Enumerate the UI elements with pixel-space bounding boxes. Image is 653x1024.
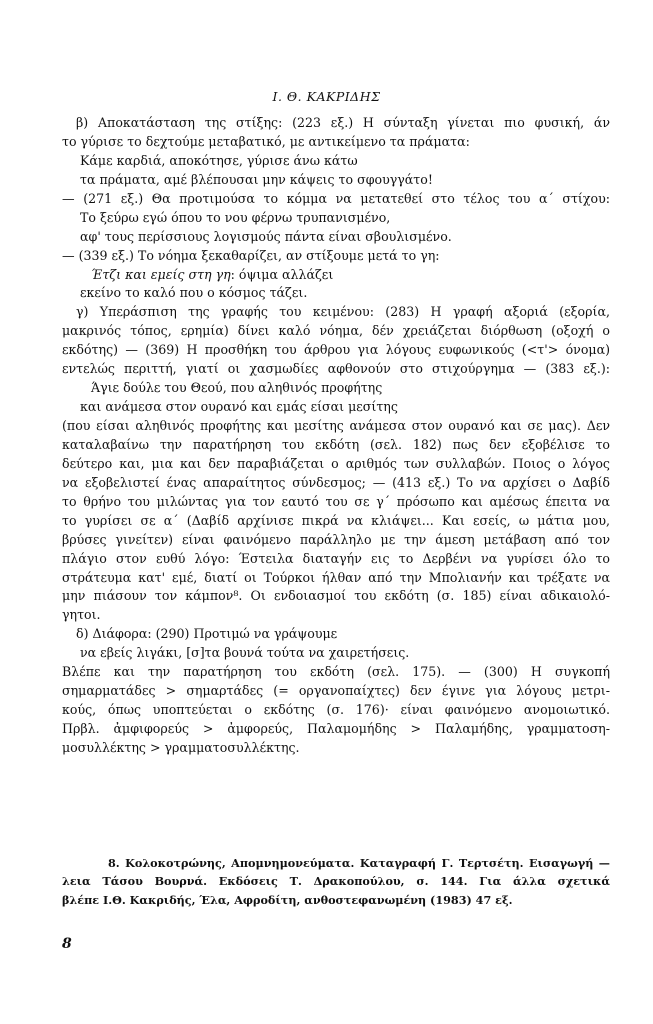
text-line: δ) Διάφορα: (290) Προτιμώ να γράψουμε [76,626,338,642]
footnotes [62,854,610,909]
running-head: Ι. Θ. ΚΑΚΡΙΔΗΣ [272,89,381,104]
text-line: εντελώς περιττή, γιατί οι χασμωδίες αφθονούν στο στιχούργημα — (383 εξ.): [62,361,610,377]
footnote-line: 8. Κολοκοτρώνης, Απομνημονεύματα. Καταγραφή Γ. Τερτσέτη. Εισαγωγή — [108,856,610,870]
text-line: πλάγιο στον ευθύ λόγο: Έστειλα διαταγήν εις το Δερβένι να γυρίσει όλο το [62,550,610,566]
text-line: μην πιάσουν τον κάμπον⁸. Οι ενδοιασμοί του εκδότη (σ. 185) είναι αδικαιολό- [62,588,610,604]
text-line: Έτζι και εμείς στη γη: όψιμα αλλάζει [91,266,334,282]
text-line: — (271 εξ.) Θα προτιμούσα το κόμμα να μετατεθεί στο τέλος του α΄ στίχου: [62,190,610,206]
text-line: εκείνο το καλό που ο κόσμος τάζει. [80,285,308,301]
text-line: — (339 εξ.) Το νόημα ξεκαθαρίζει, αν στίξουμε μετά το γη: [62,247,440,263]
text-line: δεύτερο και, μια και δεν παραβιάζεται ο αριθμός των συλλαβών. Ποιος ο λόγος [62,455,610,471]
text-line: στράτευμα κατ' εμέ, διατί οι Τούρκοι ήλθαν από την Μπολιανήν και τρέξατε να [62,569,610,585]
text-line: μοσυλλέκτης > γραμματοσυλλέκτης. [62,739,300,755]
body-text [62,114,610,758]
text-line: γητοι. [62,607,101,623]
text-line: κούς, όπως υποπτεύεται ο εκδότης (σ. 176)· είναι φαινόμενο ανομοιωτικό. [62,702,610,718]
text-line: (που είσαι αληθινός προφήτης και μεσίτης ανάμεσα στον ουρανό και σε μας). Δεν [62,418,610,433]
text-line: σημαρματάδες > σημαρτάδες (= οργανοπαίχτες) δεν έγινε για λόγους μετρι- [62,683,610,699]
text-line: τα πράματα, αμέ βλέπουσαι μην κάψεις το σφουγγάτο! [80,171,433,187]
text-line: το γυρίσει σε α΄ (Δαβίδ αρχίνισε πικρά να κλιάψει... Και εσείς, ω μάτια μου, [62,512,610,528]
text-line: Κάμε καρδιά, αποκότησε, γύρισε άνω κάτω [80,152,358,168]
text-line: να εξοβελιστεί ένας απαραίτητος σύνδεσμος; — (413 εξ.) Το να αρχίσει ο Δαβίδ [62,474,610,490]
text-line: καταλαβαίνω την παρατήρηση του εκδότη (σελ. 182) πως δεν εξοβέλισε το [62,436,610,452]
text-line: βρύσες γινείτεν) είναι φαινόμενο παράλληλο με την άμεση μετάβαση από τον [62,531,610,547]
text-line: Το ξεύρω εγώ όπου το νου φέρνω τρυπανισμένο, [80,209,391,225]
text-line: Βλέπε και την παρατήρηση του εκδότη (σελ. 175). — (300) Η συγκοπή [62,664,610,680]
text-line: το γύρισε το δεχτούμε μεταβατικό, με αντικείμενο τα πράματα: [62,133,470,149]
text-line: γ) Υπεράσπιση της γραφής του κειμένου: (283) Η γραφή αξοριά (εξορία, [76,304,610,320]
footnote-line: λεια Τάσου Βουρνά. Εκδόσεις Τ. Δρακοπούλου, σ. 144. Για άλλα σχετικά [62,874,610,889]
text-line: και ανάμεσα στον ουρανό και εμάς είσαι μεσίτης [80,399,398,415]
footnote-line: βλέπε Ι.Θ. Κακριδής, Έλα, Αφροδίτη, ανθοστεφανωμένη (1983) 47 εξ. [62,892,513,907]
text-line: Άγιε δούλε του Θεού, που αληθινός προφήτης [91,380,383,396]
page-number: 8 [62,936,72,952]
text-line: αφ' τους περίσσιους λογισμούς πάντα είναι σβουλισμένο. [80,228,452,244]
text-line: β) Αποκατάσταση της στίξης: (223 εξ.) Η σύνταξη γίνεται πιο φυσική, άν [76,115,610,130]
text-line: εκδότης) — (369) Η προσθήκη του άρθρου για λόγους ευφωνικούς (<τ'> όνομα) [62,342,610,358]
text-line: Πρβλ. ἀμφιφορεύς > ἀμφορεύς, Παλαμομήδης > Παλαμήδης, γραμματοση- [62,721,610,736]
text-line: το θρήνο του μιλώντας για τον εαυτό του σε γ΄ πρόσωπο και αμέσως έπειτα να [62,493,610,509]
text-line: να εβείς λιγάκι, [σ]τα βουνά τούτα να χαιρετήσεις. [80,645,410,661]
text-line: μακρινός τόπος, ερημία) δίνει καλό νόημα, δέν χρειάζεται διόρθωση (οξοχή ο [62,323,610,339]
